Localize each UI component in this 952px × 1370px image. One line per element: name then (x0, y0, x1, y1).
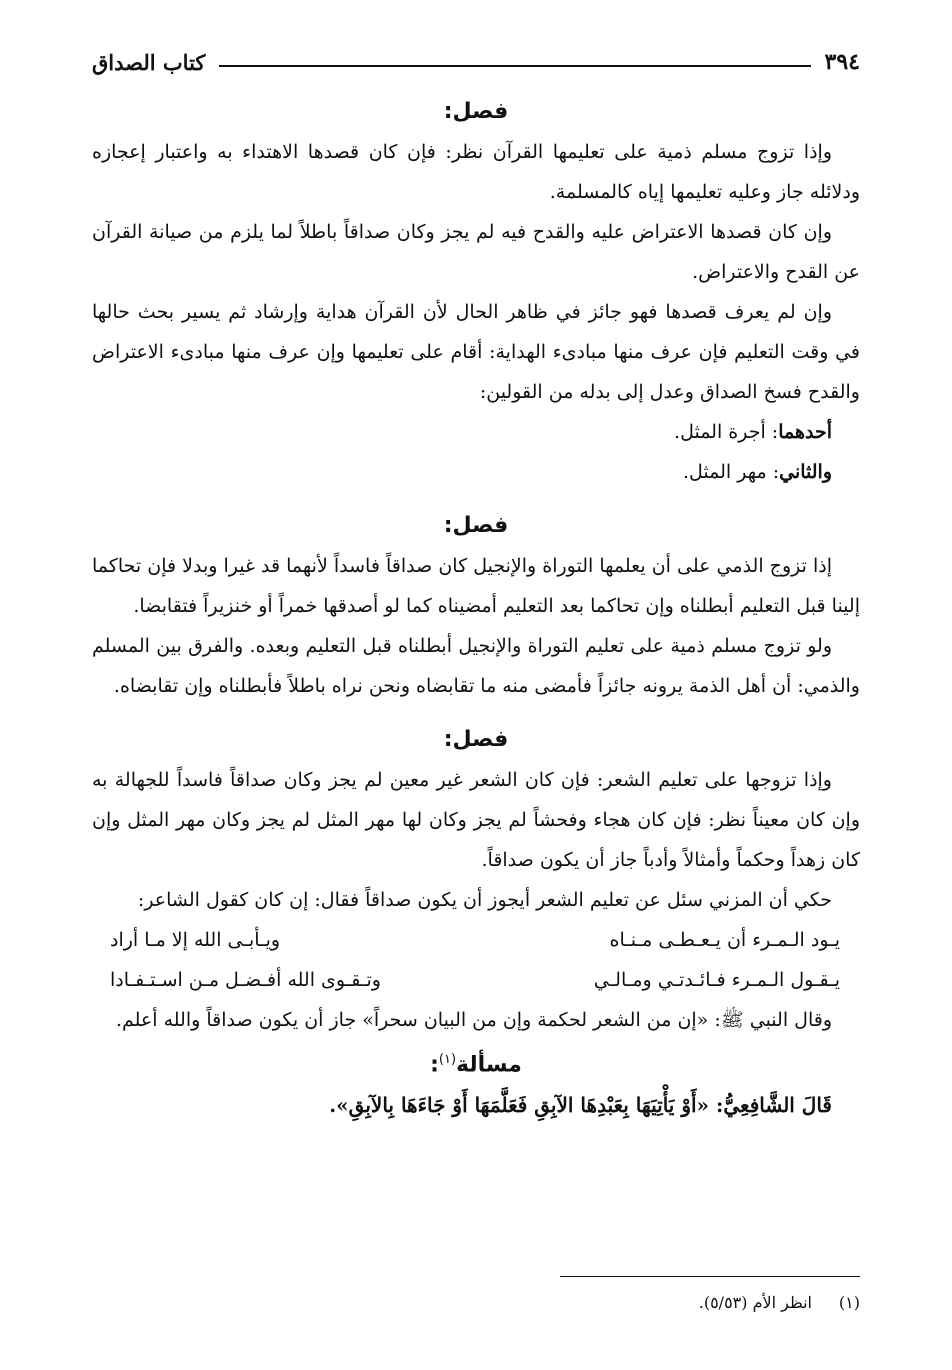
list-item (92, 412, 860, 452)
list-item (92, 452, 860, 492)
section-heading: فصل: (443, 99, 509, 124)
shafii-quote: قَالَ الشَّافِعِيُّ: «أَوْ يَأْتِيَهَا بِعَبْدِهَا الآبِقِ فَعَلَّمَهَا أَوْ جَاءَهَا بِالآبِقِ». (329, 1093, 832, 1118)
paragraph: وإذا تزوجها على تعليم الشعر: فإن كان الشعر غير معين لم يجز وكان صداقاً فاسداً للجهالة به وإن كان معيناً نظر: فإن كان هجاء وفحشاً لم يجز وكان لها مهر المثل لم يجز وكان مهر المثل وإن كان زهداً وحكماً وأمثالاً وأدباً جاز أن يكون صداقاً. (92, 769, 860, 871)
item-text: : مهر المثل. (682, 461, 780, 483)
spacer (92, 706, 860, 720)
masala-title: مسألة (456, 1052, 522, 1078)
paragraph: وإن لم يعرف قصدها فهو جائز في ظاهر الحال لأن القرآن هداية وإرشاد ثم يسير بحث حالها في وقت التعليم فإن عرف منها مبادىء الهداية: أقام على تعليمها وإن عرف منها مبادىء الاعتراض والقدح فسخ الصداق وعدل إلى بدله من القولين: (92, 301, 860, 403)
paragraph: وإذا تزوج مسلم ذمية على تعليمها القرآن نظر: فإن كان قصدها الاهتداء به واعتبار إعجازه ودلائله جاز وعليه تعليمها إياه كالمسلمة. (92, 141, 860, 203)
poem-verse (92, 960, 860, 1000)
page-number: ٣٩٤ (824, 49, 860, 75)
verse-hemistich: يـقـول الـمـرء فـائـدتـي ومـالـي (593, 969, 840, 991)
item-label: والثاني (779, 461, 832, 483)
paragraph: إذا تزوج الذمي على أن يعلمها التوراة والإنجيل كان صداقاً فاسداً لأنهما قد غيرا وبدلا فإن تحاكما إلينا قبل التعليم أبطلناه وإن تحاكما بعد التعليم أمضيناه كما لو أصدقها خمراً أو خنزيراً فتقابضا. (92, 555, 860, 617)
verse-hemistich: وتـقـوى الله أفـضـل مـن اسـتـفـادا (110, 969, 381, 991)
footnote-number: (١) (838, 1293, 860, 1312)
item-label: أحدهما (778, 421, 832, 443)
item-text: : أجرة المثل. (674, 421, 779, 443)
footnote (92, 1290, 860, 1316)
footnote-rule (560, 1276, 860, 1277)
footnote-text: انظر الأم (٥/٥٣). (698, 1293, 812, 1312)
section-heading: فصل: (443, 727, 509, 752)
paragraph: وقال النبي ﷺ: «إن من الشعر لحكمة وإن من البيان سحراً» جاز أن يكون صداقاً والله أعلم. (115, 1009, 832, 1031)
verse-hemistich: يـود الـمـرء أن يـعـطـى مـنـاه (609, 929, 840, 951)
running-title: كتاب الصداق (92, 49, 206, 75)
masala-colon: : (430, 1052, 439, 1078)
paragraph: حكي أن المزني سئل عن تعليم الشعر أيجوز أن يكون صداقاً فقال: إن كان كقول الشاعر: (137, 889, 832, 911)
masala-heading (92, 1040, 860, 1085)
page-body (92, 92, 860, 1125)
paragraph: ولو تزوج مسلم ذمية على تعليم التوراة والإنجيل أبطلناه قبل التعليم وبعده. والفرق بين المسلم والذمي: أن أهل الذمة يرونه جائزاً فأمضى منه ما تقابضاه ونحن نراه باطلاً فأبطلناه وإن تقابضاه. (92, 635, 860, 697)
verse-hemistich: ويـأبـى الله إلا مـا أراد (110, 929, 281, 951)
footnote-marker[interactable]: (١) (438, 1052, 457, 1067)
poem-verse (92, 920, 860, 960)
paragraph: وإن كان قصدها الاعتراض عليه والقدح فيه لم يجز وكان صداقاً باطلاً لما يلزم من صيانة القرآن عن القدح والاعتراض. (92, 221, 860, 283)
header-rule (219, 65, 810, 67)
page-header (92, 42, 860, 82)
spacer (92, 492, 860, 506)
section-heading: فصل: (443, 513, 509, 538)
